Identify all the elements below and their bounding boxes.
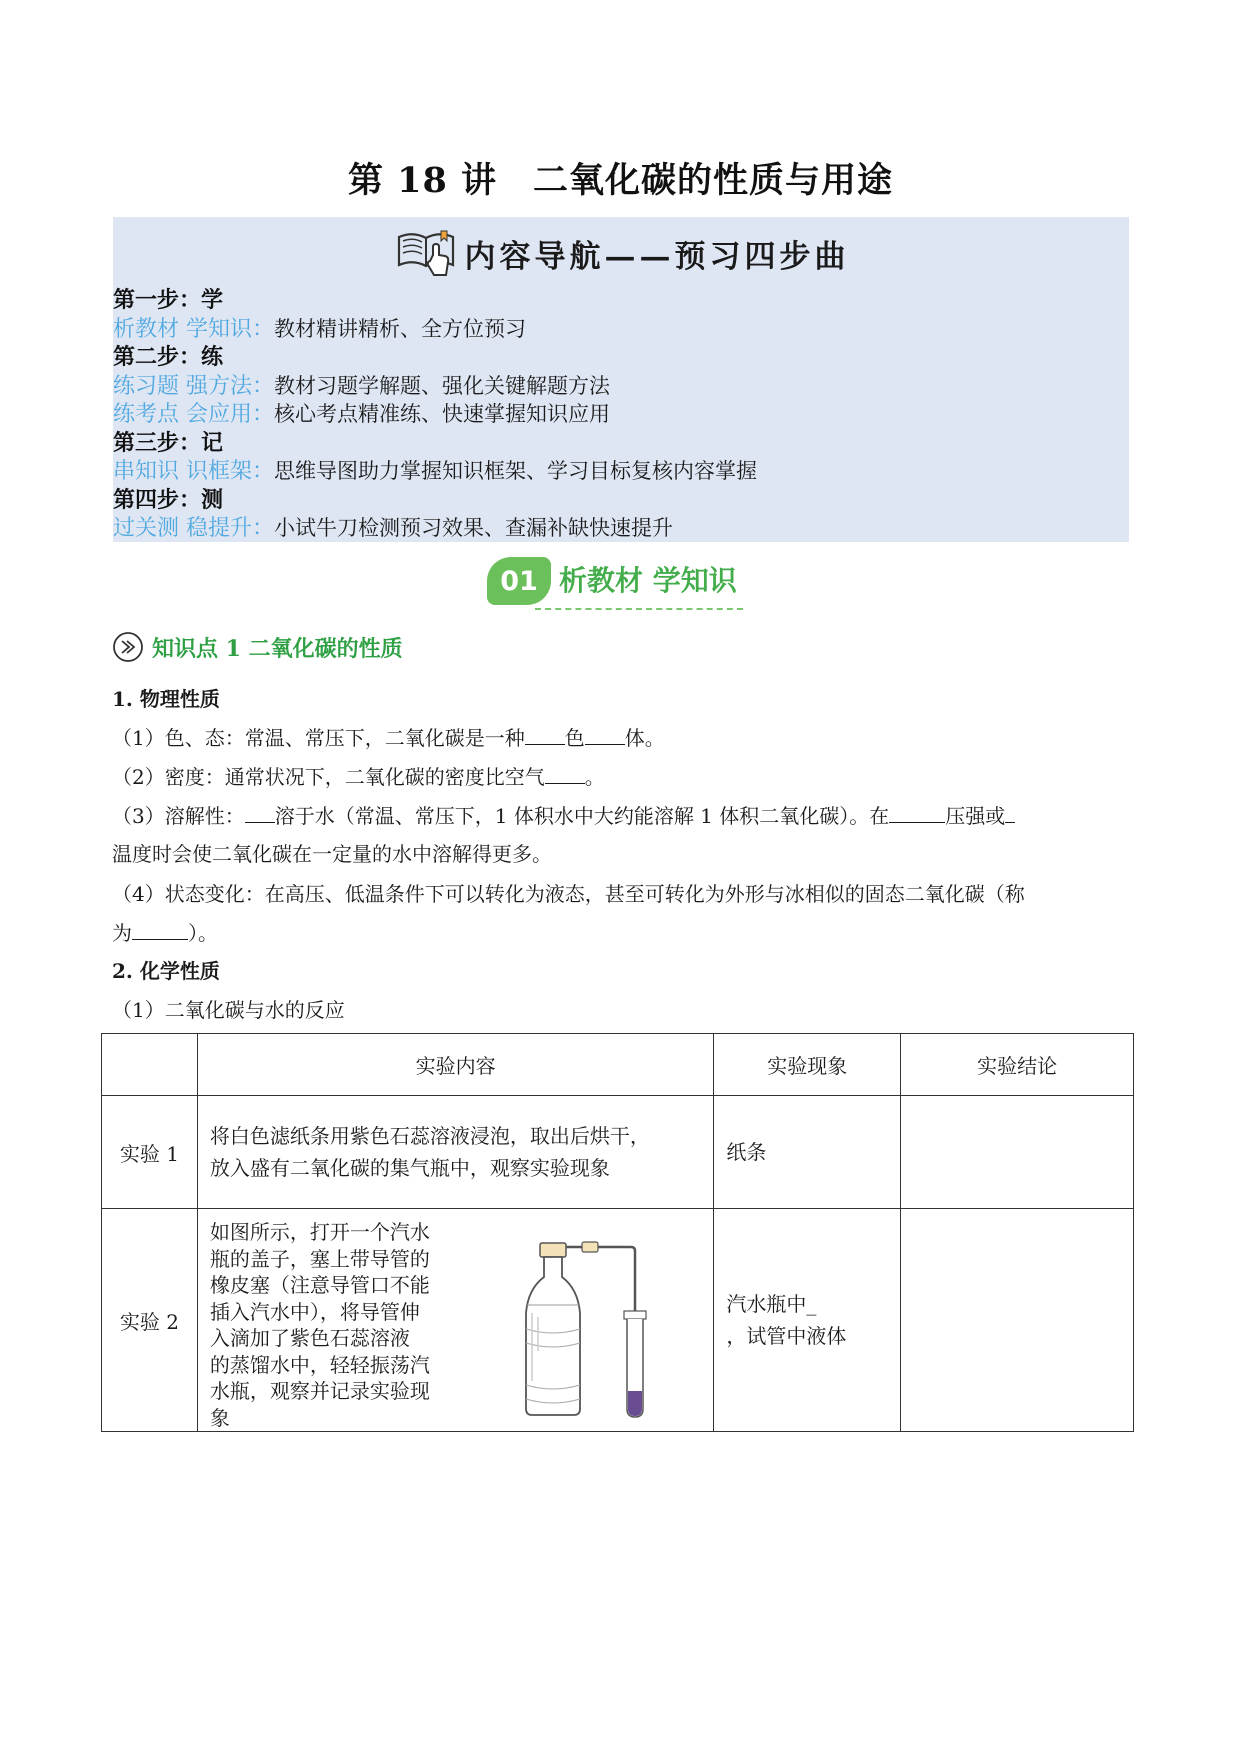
nav-step-list [113,286,1129,543]
density-line [112,761,605,790]
text-segment: ）。 [188,921,218,945]
observation-line: 汽水瓶中_ [726,1292,817,1316]
solubility-line [112,800,1015,829]
table-row [102,1096,1134,1209]
nav-item-apply [113,400,1129,429]
book-pointer-icon [393,225,459,281]
nav-item-framework [113,457,1129,486]
content-line: 瓶的盖子，塞上带导管的 [209,1246,430,1271]
text-segment: 。 [584,765,605,789]
knowledge-point-title: 知识点 1 二氧化碳的性质 [152,635,403,662]
soda-bottle-test-tube-apparatus-icon [518,1231,668,1421]
nav-item-test [113,514,1129,543]
text-segment: 色 [564,726,585,750]
text-segment: （3）溶解性： [112,804,245,828]
experiment-2-text [210,1219,455,1431]
nav-item-desc: 教材精讲精析、全方位预习 [274,316,526,341]
fill-blank [132,919,188,940]
content-line: 的蒸馏水中，轻轻振荡汽 [209,1352,430,1377]
content-line: 放入盛有二氧化碳的集气瓶中，观察实验现象 [209,1156,610,1180]
text-segment: 溶于水（常温、常压下，1 体积水中大约能溶解 1 体积二氧化碳）。在 [274,804,890,828]
fill-blank [585,724,625,745]
text-segment: 压强或 [945,804,1006,828]
experiment-observation [714,1209,901,1432]
experiment-table [101,1033,1134,1432]
text-segment: （2）密度：通常状况下，二氧化碳的密度比空气 [112,765,545,789]
table-header-row [102,1034,1134,1096]
section-dashed-underline [535,608,743,610]
nav-step-4: 第四步：测 [113,486,224,513]
solubility-line-2: 温度时会使二氧化碳在一定量的水中溶解得更多。 [112,842,552,866]
experiment-content [197,1209,713,1432]
experiment-2-content [198,1209,713,1431]
experiment-conclusion [901,1209,1134,1432]
nav-step-3: 第三步：记 [113,429,224,456]
fill-blank [525,724,565,745]
content-line: 插入汽水中），将导管伸 [209,1299,420,1324]
nav-item-label: 串知识 识框架： [113,459,274,484]
fill-blank [545,763,585,784]
content-line: 水瓶，观察并记录实验现 [209,1379,430,1403]
content-line: 如图所示，打开一个汽水 [209,1220,430,1244]
nav-header [113,225,1129,281]
text-segment: 体。 [624,726,665,750]
nav-item-desc: 核心考点精准练、快速掌握知识应用 [274,402,610,426]
content-line: 入滴加了紫色石蕊溶液 [209,1326,410,1350]
fill-blank [889,802,945,823]
section-label: 析教材 学知识 [559,564,737,597]
content-navigation-box [113,217,1129,542]
nav-item-desc: 小试牛刀检测预习效果、查漏补缺快速提升 [274,516,673,540]
content-line: 将白色滤纸条用紫色石蕊溶液浸泡，取出后烘干， [209,1124,650,1148]
nav-step-2: 第二步：练 [113,344,224,370]
experiment-observation: 纸条 [714,1096,901,1209]
content-line: 橡皮塞（注意导管口不能 [209,1273,430,1297]
section-banner [487,555,757,611]
experiment-label: 实验 1 [102,1096,198,1209]
color-state-line [112,722,665,751]
nav-item-exercise [113,372,1129,401]
text-segment: （1）色、态：常温、常压下，二氧化碳是一种 [112,726,525,750]
co2-water-reaction-subheading: （1）二氧化碳与水的反应 [112,998,345,1022]
table-header-cell [102,1034,198,1096]
nav-item-desc: 思维导图助力掌握知识框架、学习目标复核内容掌握 [274,459,757,483]
experiment-label: 实验 2 [102,1209,198,1432]
nav-step-1: 第一步：学 [113,287,224,313]
fill-blank [1005,802,1015,823]
nav-item-label: 析教材 学知识： [113,316,274,342]
state-change-line: （4）状态变化：在高压、低温条件下可以转化为液态，甚至可转化为外形与冰相似的固态二氧化碳（称 [112,882,1025,906]
nav-item-label: 练考点 会应用： [113,402,274,427]
knowledge-point-heading [112,630,403,664]
table-header-cell: 实验结论 [901,1034,1134,1096]
chemical-properties-heading: 2. 化学性质 [112,959,220,983]
table-header-cell: 实验现象 [714,1034,901,1096]
nav-item-desc: 教材习题学解题、强化关键解题方法 [274,373,610,398]
nav-item-study [113,315,1129,344]
fill-blank [245,802,275,823]
table-row [102,1209,1134,1432]
physical-properties-heading: 1. 物理性质 [112,687,220,711]
circle-arrow-icon [112,631,144,663]
section-number-badge: 01 [487,557,551,605]
state-change-line-2 [112,917,218,946]
observation-line: ，试管中液体 [726,1324,847,1348]
experiment-conclusion [901,1096,1134,1209]
content-line: 象 [209,1405,230,1430]
table-header-cell: 实验内容 [197,1034,713,1096]
nav-title: 内容导航——预习四步曲 [464,238,850,275]
page-title: 第 18 讲 二氧化碳的性质与用途 [347,160,894,201]
experiment-content [197,1096,713,1209]
nav-item-label: 过关测 稳提升： [113,516,274,541]
nav-item-label: 练习题 强方法： [113,373,274,399]
text-segment: 为 [112,921,132,945]
